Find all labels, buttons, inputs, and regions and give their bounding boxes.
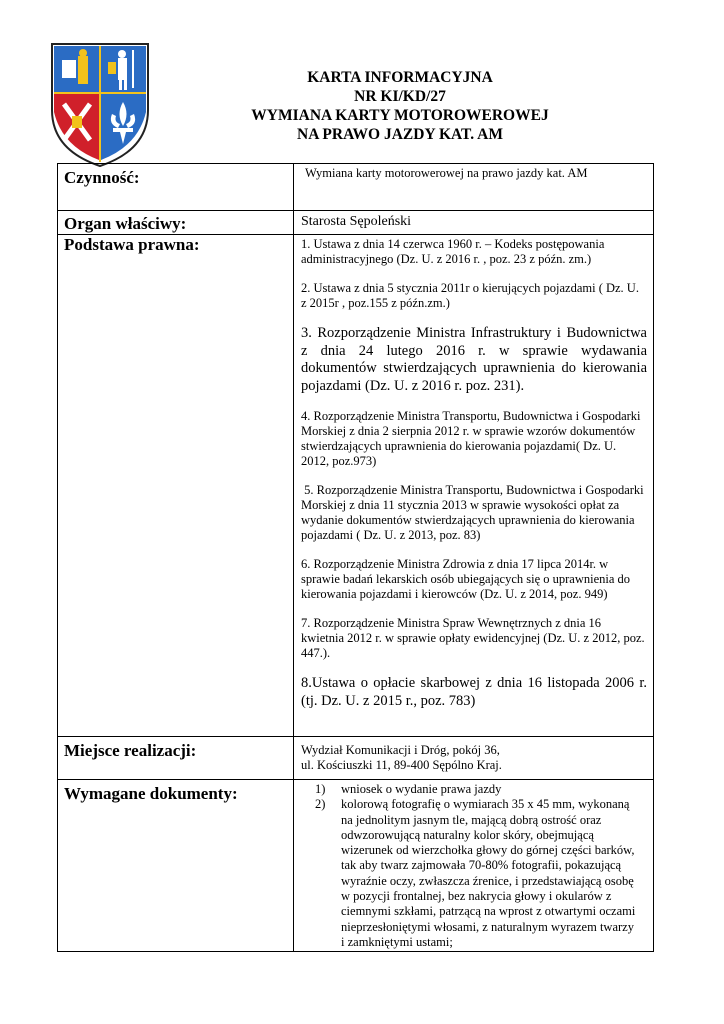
document-title xyxy=(190,68,610,144)
value-czynnosc xyxy=(294,164,654,211)
legal-basis-item: 4. Rozporządzenie Ministra Transportu, Budownictwa i Gospodarki Morskiej z dnia 2 sierpnia 2012 r. w sprawie wzorów dokumentów stwierdzających uprawnienia do kierowania pojazdami( Dz. U. 2012, poz.973) xyxy=(301,409,641,468)
miejsce-line-1: Wydział Komunikacji i Dróg, pokój 36, xyxy=(301,743,500,757)
legal-basis-item: 7. Rozporządzenie Ministra Spraw Wewnętrznych z dnia 16 kwietnia 2012 r. w sprawie opłaty ewidencyjnej (Dz. U. z 2012, poz. 447.). xyxy=(301,616,645,660)
value-organ: Starosta Sępoleński xyxy=(294,211,654,235)
title-line-3: WYMIANA KARTY MOTOROWEROWEJ xyxy=(251,107,549,124)
list-item xyxy=(315,797,647,950)
value-podstawa xyxy=(294,235,654,737)
row-podstawa xyxy=(58,235,654,737)
legal-basis-item: 6. Rozporządzenie Ministra Zdrowia z dnia 17 lipca 2014r. w sprawie badań lekarskich osób ubiegających się o uprawnienia do kierowania pojazdami i kierowców (Dz. U. z 2014, poz. 949) xyxy=(301,557,631,601)
title-line-4: NA PRAWO JAZDY KAT. AM xyxy=(297,126,503,143)
label-organ: Organ właściwy: xyxy=(58,211,294,235)
row-organ xyxy=(58,211,654,235)
label-dokumenty: Wymagane dokumenty: xyxy=(58,780,294,952)
value-dokumenty xyxy=(294,780,654,952)
czynnosc-text: Wymiana karty motorowerowej na prawo jazdy kat. AM xyxy=(305,166,588,180)
value-miejsce xyxy=(294,737,654,780)
title-line-2: NR KI/KD/27 xyxy=(354,88,446,105)
label-czynnosc: Czynność: xyxy=(58,164,294,211)
legal-basis-item: 1. Ustawa z dnia 14 czerwca 1960 r. – Kodeks postępowania administracyjnego (Dz. U. z 2016 r. , poz. 23 z późn. zm.) xyxy=(301,237,605,266)
legal-basis-item: 2. Ustawa z dnia 5 stycznia 2011r o kierujących pojazdami ( Dz. U. z 2015r , poz.155 z późn.zm.) xyxy=(301,281,639,310)
list-item-text: wniosek o wydanie prawa jazdy xyxy=(341,782,502,796)
title-line-1: KARTA INFORMACYJNA xyxy=(307,69,493,86)
legal-basis-item: 3. Rozporządzenie Ministra Infrastruktury i Budownictwa z dnia 24 lutego 2016 r. w sprawie wydawania dokumentów stwierdzających uprawnienia do kierowania pojazdami (Dz. U. z 2016 r. poz. 231). xyxy=(301,325,647,394)
list-item xyxy=(315,782,647,797)
row-miejsce xyxy=(58,737,654,780)
row-dokumenty xyxy=(58,780,654,952)
row-czynnosc xyxy=(58,164,654,211)
label-miejsce: Miejsce realizacji: xyxy=(58,737,294,780)
documents-list xyxy=(301,782,647,950)
list-item-text: kolorową fotografię o wymiarach 35 x 45 mm, wykonaną na jednolitym jasnym tle, mającą dobrą ostrość oraz odwzorowującą naturalny kolor skóry, obejmującą wizerunek od wierzchołka głowy do górnej części barków, tak aby twarz zajmowała 70-80% fotografii, pokazującą wyraźnie oczy, zwłaszcza źrenice, i przedstawiającą osobę w pozycji frontalnej, bez nakrycia głowy i okularów z ciemnymi szkłami, patrzącą na wprost z otwartymi oczami nieprzesłoniętymi włosami, z naturalnym wyrazem twarzy i zamkniętymi ustami; xyxy=(341,797,636,949)
info-table xyxy=(57,163,654,952)
legal-basis-item: 8.Ustawa o opłacie skarbowej z dnia 16 listopada 2006 r. (tj. Dz. U. z 2015 r., poz. 783) xyxy=(301,675,647,709)
miejsce-line-2: ul. Kościuszki 11, 89-400 Sępólno Kraj. xyxy=(301,758,502,772)
legal-basis-item: 5. Rozporządzenie Ministra Transportu, Budownictwa i Gospodarki Morskiej z dnia 11 stycznia 2013 w sprawie wysokości opłat za wydanie dokumentów stwierdzających uprawnienia do kierowania pojazdami ( Dz. U. z 2013, poz. 83) xyxy=(301,483,647,542)
list-item-number: 2) xyxy=(315,797,326,812)
coat-of-arms-icon xyxy=(50,40,150,168)
label-podstawa: Podstawa prawna: xyxy=(58,235,294,737)
list-item-number: 1) xyxy=(315,782,326,796)
